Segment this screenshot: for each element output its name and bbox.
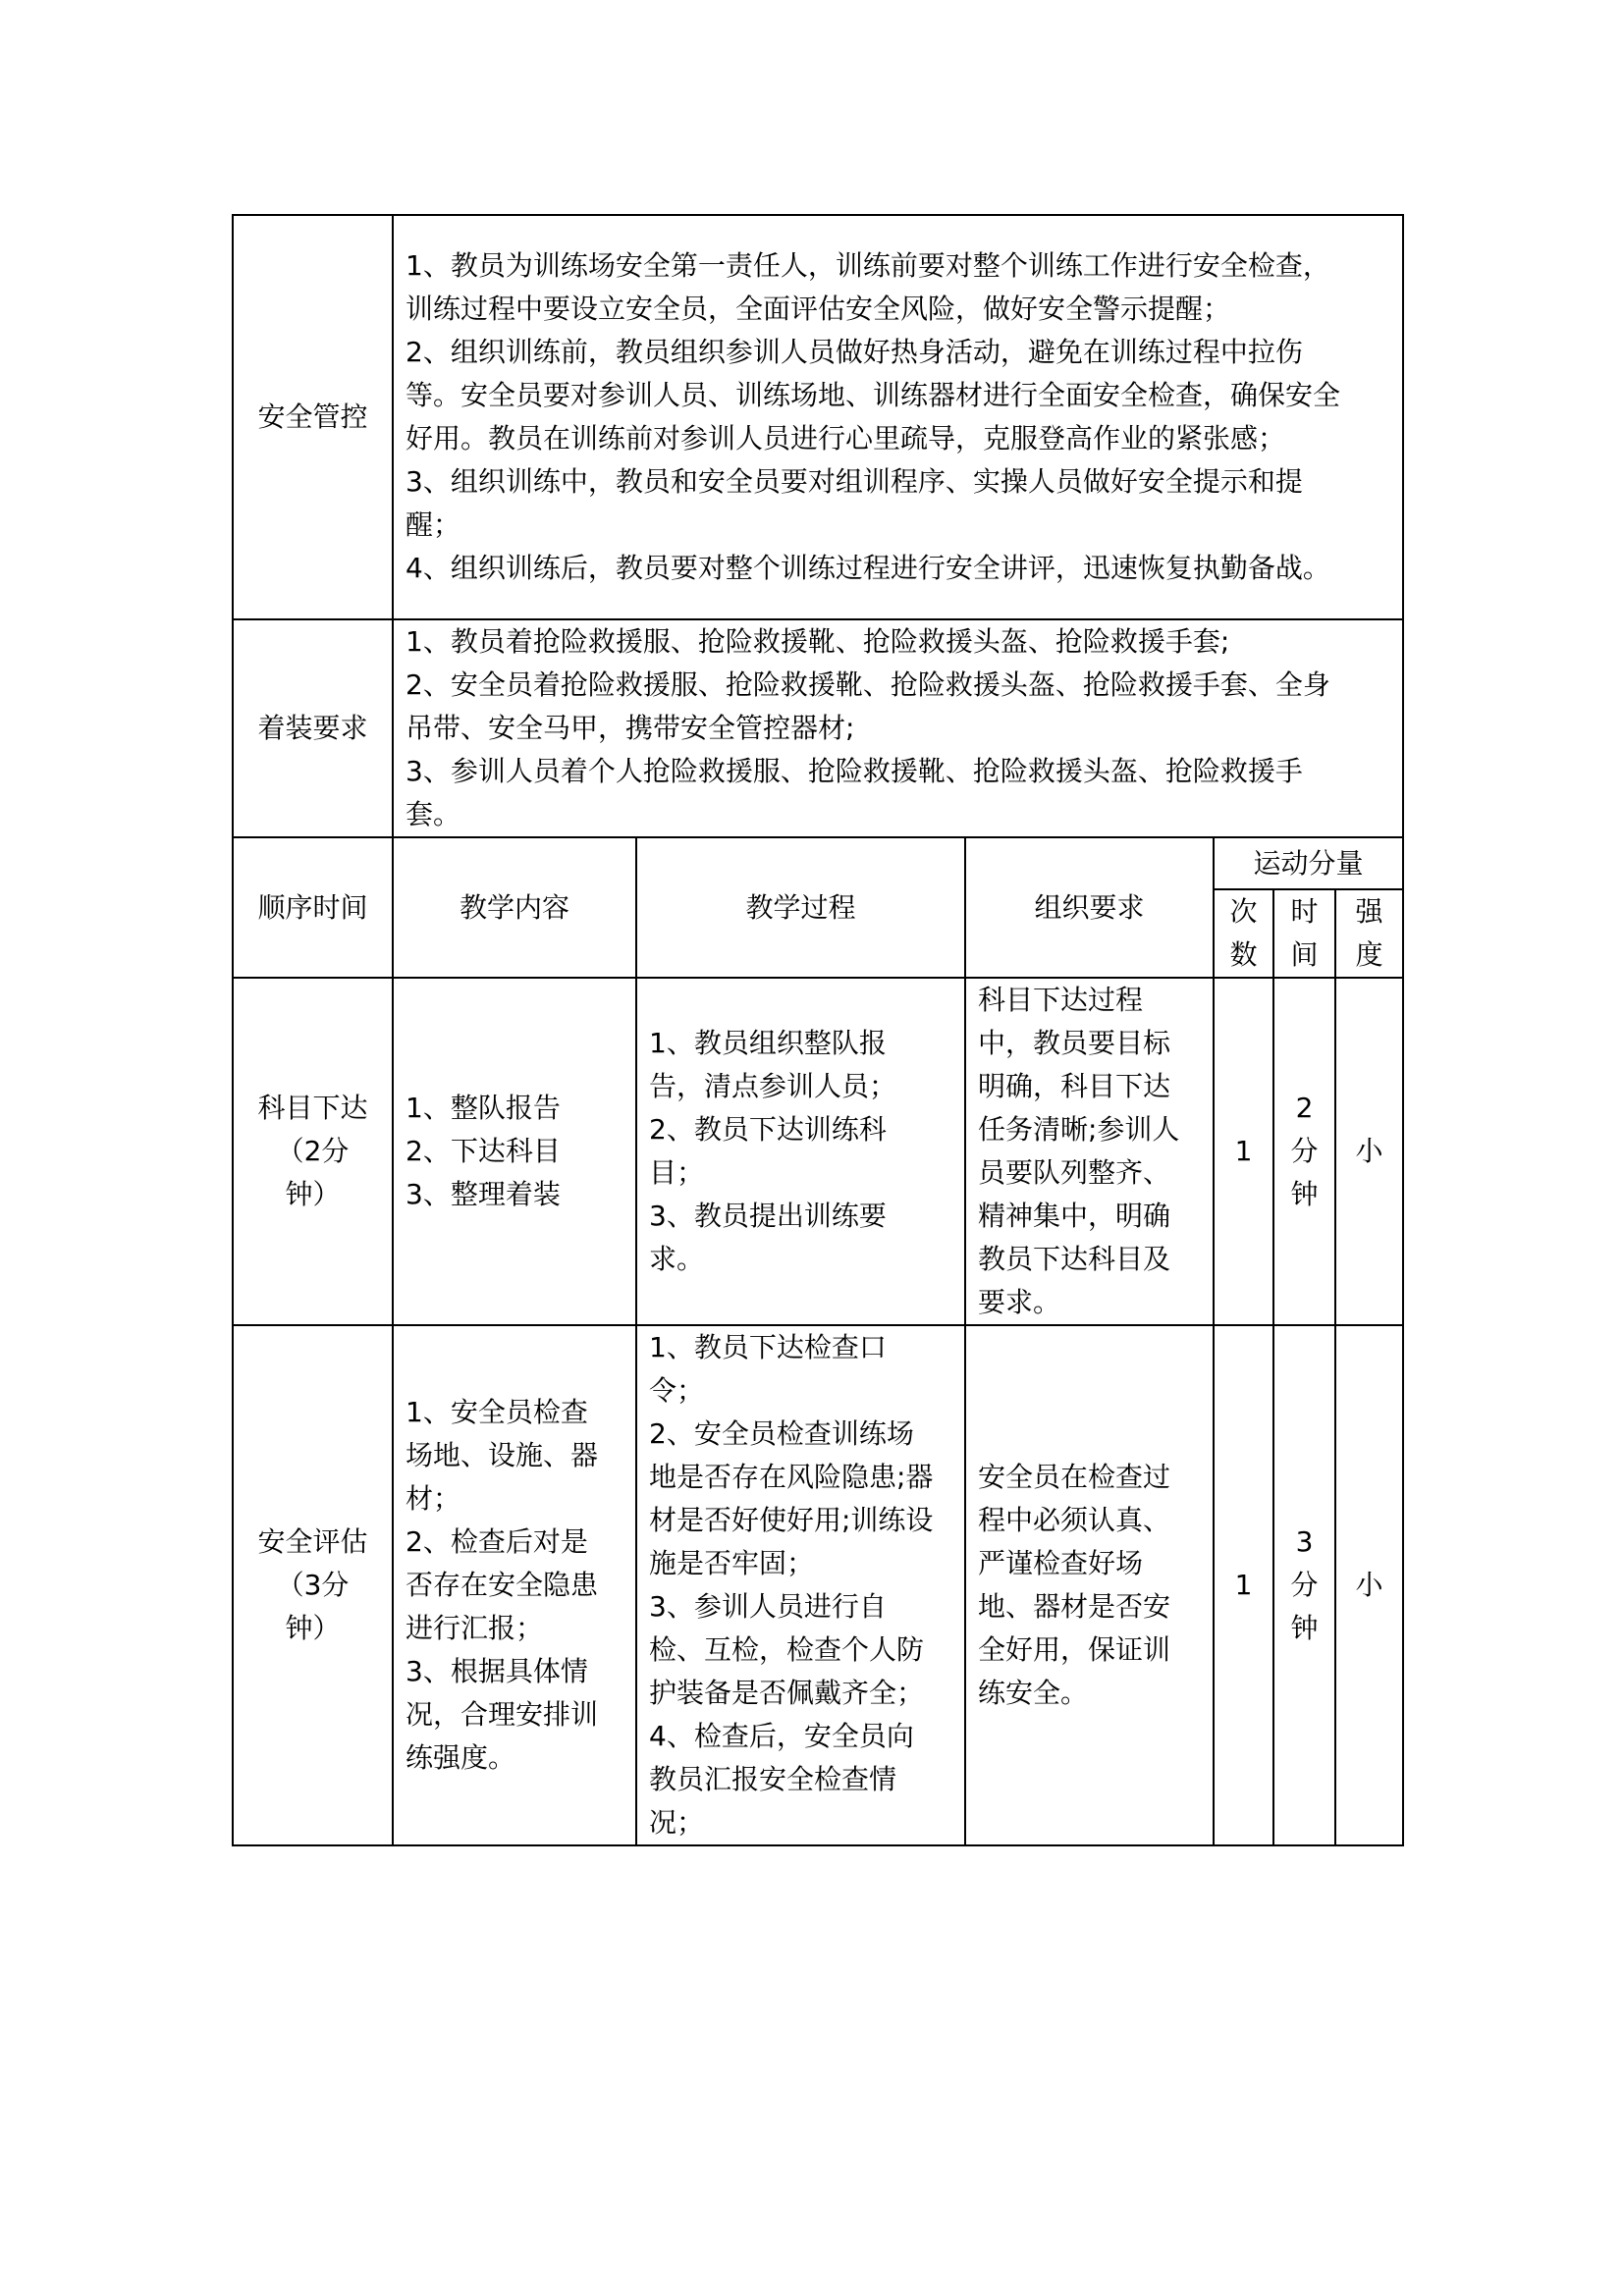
text-line: 场地、设施、器 — [406, 1439, 599, 1471]
text-line: 2 — [1295, 1092, 1314, 1124]
safety-control-row — [233, 215, 1403, 619]
header-exercise: 运动分量 — [1214, 837, 1403, 889]
header-org: 组织要求 — [965, 837, 1214, 978]
text-line: 强 — [1355, 895, 1383, 928]
text-line: 训练过程中要设立安全员，全面评估安全风险，做好安全警示提醒； — [406, 293, 1231, 325]
org-requirements-cell — [965, 1325, 1214, 1845]
text-line: 钟） — [285, 1178, 341, 1210]
text-line: 否存在安全隐患 — [406, 1569, 599, 1601]
text-line: 2、组织训练前，教员组织参训人员做好热身活动，避免在训练过程中拉伤 — [406, 336, 1303, 368]
text-line: （2分 — [276, 1135, 350, 1167]
table-row — [233, 1325, 1403, 1845]
text-line: 钟 — [1290, 1178, 1319, 1210]
text-line: 3、根据具体情 — [406, 1655, 588, 1687]
text-line: 好用。教员在训练前对参训人员进行心里疏导，克服登高作业的紧张感； — [406, 422, 1286, 454]
text-line: 精神集中，明确 — [978, 1200, 1171, 1232]
text-line: 程中必须认真、 — [978, 1504, 1171, 1536]
text-line: 4、组织训练后，教员要对整个训练过程进行安全讲评，迅速恢复执勤备战。 — [406, 552, 1330, 584]
header-intensity — [1335, 889, 1403, 978]
text-line: 1、教员下达检查口 — [649, 1331, 887, 1363]
time-cell — [1273, 1325, 1335, 1845]
text-line: 吊带、安全马甲，携带安全管控器材; — [406, 712, 855, 744]
text-line: 1、安全员检查 — [406, 1396, 588, 1428]
text-line: 时 — [1290, 895, 1319, 928]
text-line: 令； — [649, 1374, 705, 1407]
text-line: 钟） — [285, 1612, 341, 1644]
order-time-cell — [233, 978, 393, 1325]
text-line: 教员汇报安全检查情 — [649, 1763, 897, 1795]
text-line: 安全员在检查过 — [978, 1461, 1171, 1493]
content-cell — [393, 1325, 636, 1845]
text-line: 护装备是否佩戴齐全； — [649, 1677, 925, 1709]
text-line: 2、检查后对是 — [406, 1525, 588, 1558]
text-line: 地是否存在风险隐患;器 — [649, 1461, 934, 1493]
order-time-cell — [233, 1325, 393, 1845]
process-cell — [636, 978, 965, 1325]
text-line: 3、参训人员着个人抢险救援服、抢险救援靴、抢险救援头盔、抢险救援手 — [406, 755, 1303, 787]
text-line: 进行汇报； — [406, 1612, 544, 1644]
text-line: 套。 — [406, 798, 461, 830]
text-line: 检、互检，检查个人防 — [649, 1633, 925, 1666]
text-line: 分 — [1290, 1569, 1319, 1601]
header-count — [1214, 889, 1273, 978]
text-line: 3、教员提出训练要 — [649, 1200, 887, 1232]
header-time — [1273, 889, 1335, 978]
text-line: 2、安全员检查训练场 — [649, 1417, 914, 1450]
text-line: 3、整理着装 — [406, 1178, 561, 1210]
safety-control-label: 安全管控 — [233, 215, 393, 619]
text-line: 材； — [406, 1482, 461, 1515]
text-line: 次 — [1229, 895, 1258, 928]
text-line: 科目下达过程 — [978, 984, 1144, 1016]
text-line: 明确，科目下达 — [978, 1070, 1171, 1102]
text-line: 任务清晰;参训人 — [978, 1113, 1180, 1146]
text-line: 目； — [649, 1156, 705, 1189]
text-line: 中，教员要目标 — [978, 1027, 1171, 1059]
table-row — [233, 978, 1403, 1325]
text-line: 教员下达科目及 — [978, 1243, 1171, 1275]
text-line: 况，合理安排训 — [406, 1698, 599, 1731]
text-line: 3、组织训练中，教员和安全员要对组训程序、实操人员做好安全提示和提 — [406, 465, 1303, 498]
text-line: 安全评估 — [257, 1525, 368, 1558]
safety-control-text — [393, 215, 1403, 619]
time-cell — [1273, 978, 1335, 1325]
text-line: 告，清点参训人员； — [649, 1070, 897, 1102]
org-requirements-cell — [965, 978, 1214, 1325]
dress-requirements-label: 着装要求 — [233, 619, 393, 837]
text-line: 员要队列整齐、 — [978, 1156, 1171, 1189]
header-process: 教学过程 — [636, 837, 965, 978]
text-line: 要求。 — [978, 1286, 1061, 1318]
text-line: 度 — [1355, 938, 1383, 971]
text-line: 2、教员下达训练科 — [649, 1113, 887, 1146]
text-line: 科目下达 — [257, 1092, 368, 1124]
header-order-time: 顺序时间 — [233, 837, 393, 978]
intensity-cell: 小 — [1335, 978, 1403, 1325]
text-line: 醒； — [406, 508, 461, 541]
dress-requirements-text — [393, 619, 1403, 837]
text-line: 等。安全员要对参训人员、训练场地、训练器材进行全面安全检查，确保安全 — [406, 379, 1341, 411]
header-row — [233, 837, 1403, 889]
text-line: 施是否牢固； — [649, 1547, 815, 1579]
intensity-cell: 小 — [1335, 1325, 1403, 1845]
text-line: 2、安全员着抢险救援服、抢险救援靴、抢险救援头盔、抢险救援手套、全身 — [406, 668, 1330, 701]
text-line: （3分 — [276, 1569, 350, 1601]
text-line: 求。 — [649, 1243, 705, 1275]
dress-requirements-row — [233, 619, 1403, 837]
text-line: 况； — [649, 1806, 705, 1839]
text-line: 3、参训人员进行自 — [649, 1590, 887, 1623]
process-cell — [636, 1325, 965, 1845]
text-line: 分 — [1290, 1135, 1319, 1167]
text-line: 全好用，保证训 — [978, 1633, 1171, 1666]
text-line: 1、整队报告 — [406, 1092, 561, 1124]
text-line: 间 — [1290, 938, 1319, 971]
header-content: 教学内容 — [393, 837, 636, 978]
text-line: 练安全。 — [978, 1677, 1089, 1709]
text-line: 1、教员着抢险救援服、抢险救援靴、抢险救援头盔、抢险救援手套; — [406, 625, 1230, 658]
text-line: 严谨检查好场 — [978, 1547, 1144, 1579]
text-line: 1、教员为训练场安全第一责任人，训练前要对整个训练工作进行安全检查， — [406, 249, 1330, 282]
content-cell — [393, 978, 636, 1325]
training-plan-table — [232, 214, 1404, 1846]
text-line: 2、下达科目 — [406, 1135, 561, 1167]
text-line: 钟 — [1290, 1612, 1319, 1644]
text-line: 1、教员组织整队报 — [649, 1027, 887, 1059]
count-cell: 1 — [1214, 1325, 1273, 1845]
text-line: 材是否好使好用;训练设 — [649, 1504, 934, 1536]
text-line: 练强度。 — [406, 1741, 516, 1774]
text-line: 4、检查后，安全员向 — [649, 1720, 914, 1752]
text-line: 3 — [1295, 1525, 1314, 1558]
count-cell: 1 — [1214, 978, 1273, 1325]
text-line: 数 — [1229, 938, 1258, 971]
text-line: 地、器材是否安 — [978, 1590, 1171, 1623]
